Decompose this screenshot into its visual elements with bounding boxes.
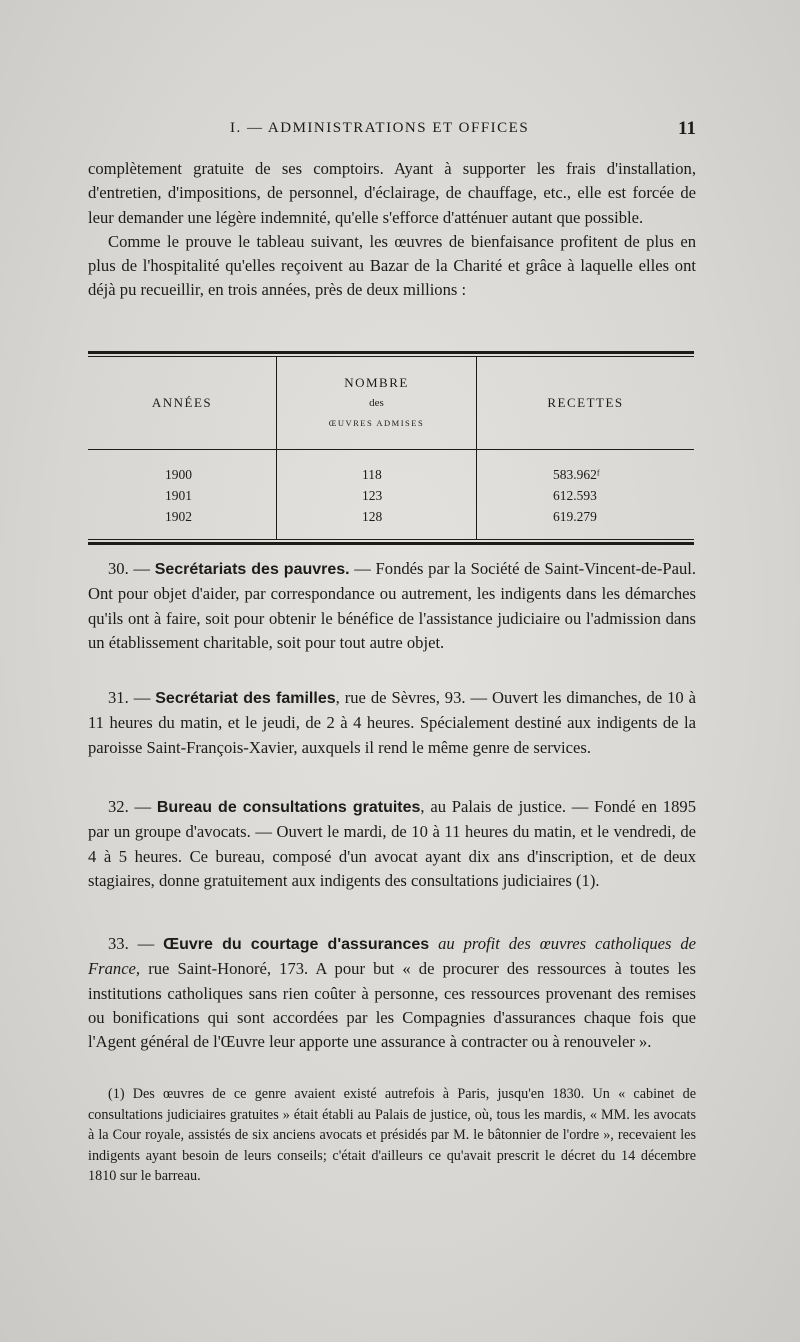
entry-32: 32. — Bureau de consultations gratuites, au Palais de justice. — Fondé en 1895 par un groupe d'avocats. — Ouvert le mardi, de 10 à 11 heures du matin, et le vendredi, de 4 à 5 heures. Ce bureau, composé d'un avocat ayant dix ans d'inscription, et de deux stagiaires, donne gratuitement aux indigents des consultations judiciaires (1).: [88, 797, 696, 890]
table-header-rule: [88, 449, 694, 450]
entry-number: 32.: [108, 797, 129, 816]
intro-text: [88, 157, 696, 303]
intro-paragraph-1: complètement gratuite de ses comptoirs. Ayant à supporter les frais d'installation, d'entretien, d'impositions, de personnel, d'éclairage, de chauffage, etc., elle est forcée de leur demander une légère indemnité, qu'elle s'efforce d'atténuer autant que possible.: [88, 159, 696, 227]
entry-number: 33.: [108, 934, 129, 953]
entry-number: 30.: [108, 559, 129, 578]
table-top-rule-thin: [88, 356, 694, 357]
year-cell: 1901: [165, 488, 192, 503]
page-number: 11: [678, 118, 696, 139]
header-count-line1: NOMBRE: [344, 375, 409, 390]
header-count-line3: ŒUVRES ADMISES: [328, 418, 425, 428]
entry-text: — Fondés par la Société de Saint-Vincent-de-Paul. Ont pour objet d'aider, par correspondance ou autrement, les indigents dans les démarches qu'ils ont à faire, soit pour obtenir le bénéfice de l'assistance judiciaire ou l'admission dans un établissement charitable, soit pour tout autre objet.: [88, 559, 697, 652]
entry-number: 31.: [108, 688, 129, 707]
receipt-cell: 619.279: [553, 509, 597, 524]
header-receipts: RECETTES: [547, 395, 624, 410]
entry-33: 33. — Œuvre du courtage d'assurances au profit des œuvres catholiques de France, rue Saint-Honoré, 173. A pour but « de procurer des ressources à toutes les institutions catholiques sans rien coûter à personne, ces ressources provenant des remises ou bonifications qui sont accordées par les Compagnies d'assurances chaque fois que l'Agent général de l'Œuvre leur apporte une assurance à contracter ou à renouveler ».: [88, 934, 697, 1052]
table-top-rule: [88, 351, 694, 354]
entry-title: Secrétariats des pauvres.: [154, 561, 350, 578]
receipt-cell: 583.962ᶠ: [553, 467, 600, 482]
header-count-line2: des: [369, 397, 384, 409]
counts-column: [362, 464, 382, 527]
section-title: I. — ADMINISTRATIONS ET OFFICES: [230, 120, 530, 136]
entry-italic: au profit des œuvres catholiques de France,: [88, 934, 697, 979]
running-header: [88, 120, 696, 142]
year-cell: 1902: [165, 509, 192, 524]
entry-text: , rue de Sèvres, 93. — Ouvert les dimanches, de 10 à 11 heures du matin, et le jeudi, de 2 à 4 heures. Spécialement destiné aux indigents de la paroisse Saint-François-Xavier, auxquels il rend le même genre de services.: [88, 688, 697, 757]
table-bottom-rule-thin: [88, 539, 694, 540]
entry-31: 31. — Secrétariat des familles, rue de Sèvres, 93. — Ouvert les dimanches, de 10 à 11 heures du matin, et le jeudi, de 2 à 4 heures. Spécialement destiné aux indigents de la paroisse Saint-François-Xavier, auxquels il rend le même genre de services.: [88, 688, 697, 757]
receipt-cell: 612.593: [553, 488, 597, 503]
entry-text: , au Palais de justice. — Fondé en 1895 par un groupe d'avocats. — Ouvert le mardi, de 10 à 11 heures du matin, et le vendredi, de 4 à 5 heures. Ce bureau, composé d'un avocat ayant dix ans d'inscription, et de deux stagiaires, donne gratuitement aux indigents des consultations judiciaires (1).: [88, 797, 696, 890]
header-years: ANNÉES: [151, 395, 213, 410]
intro-paragraph-2: Comme le prouve le tableau suivant, les œuvres de bienfaisance profitent de plus en plus de l'hospitalité qu'elles reçoivent au Bazar de la Charité et grâce à laquelle elles ont déjà pu recueillir, en trois années, près de deux millions :: [88, 231, 696, 300]
receipts-column: [553, 464, 600, 527]
entry-text: rue Saint-Honoré, 173. A pour but « de procurer des ressources à toutes les institutions catholiques sans rien coûter à personne, ces ressources provenant des remises ou bonifications qui sont accordées par les Compagnies d'assurances chaque fois que l'Agent général de l'Œuvre leur apporte une assurance à contracter ou à renouveler ».: [88, 959, 696, 1052]
entry-title: Bureau de consultations gratuites: [156, 799, 421, 816]
table-column-divider-2: [476, 357, 477, 540]
year-cell: 1900: [165, 467, 192, 482]
years-column: [165, 464, 192, 527]
count-cell: 123: [362, 488, 383, 503]
entry-title: Secrétariat des familles: [155, 690, 336, 707]
table-bottom-rule: [88, 542, 694, 545]
footnote-text: (1) Des œuvres de ce genre avaient existé autrefois à Paris, jusqu'en 1830. Un « cabinet de consultations judiciaires gratuites » était établi au Palais de justice, où, tous les mardis, « MM. les avocats à la Cour royale, assistés de six anciens avocats et présidés par M. le bâtonnier de l'ordre », recevaient les indigents ayant besoin de leurs conseils; c'était d'ailleurs ce qu'avait prescrit le décret du 14 décembre 1810 sur le barreau.: [88, 1086, 696, 1184]
footnote: [88, 1084, 696, 1187]
count-cell: 118: [362, 467, 382, 482]
entry-title: Œuvre du courtage d'assurances: [163, 936, 430, 953]
count-cell: 128: [362, 509, 383, 524]
entry-30: 30. — Secrétariats des pauvres. — Fondés par la Société de Saint-Vincent-de-Paul. Ont pour objet d'aider, par correspondance ou autrement, les indigents dans les démarches qu'ils ont à faire, soit pour obtenir le bénéfice de l'assistance judiciaire ou l'admission dans un établissement charitable, soit pour tout autre objet.: [88, 559, 697, 652]
